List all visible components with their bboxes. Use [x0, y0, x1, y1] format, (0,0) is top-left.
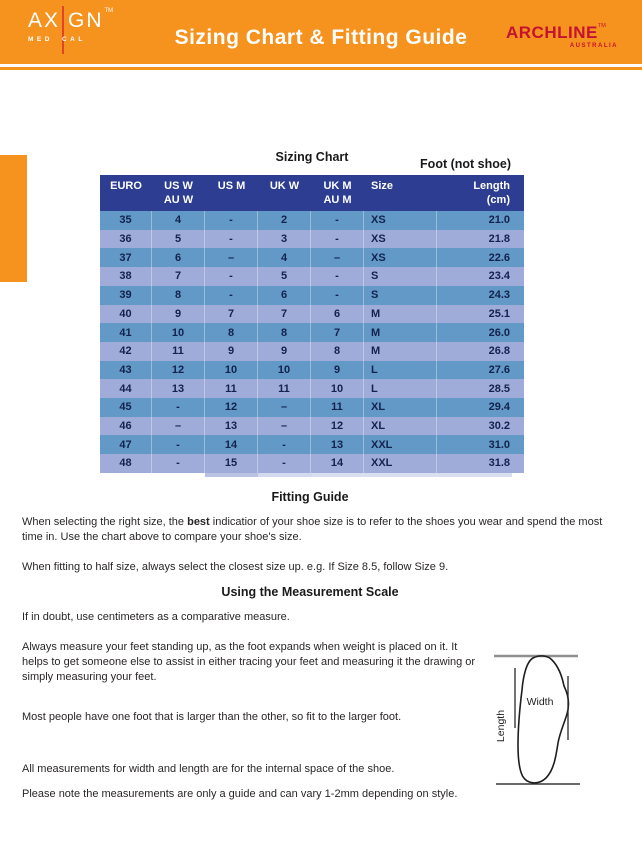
table-cell: 6 [152, 248, 205, 267]
table-cell: 11 [205, 379, 258, 398]
table-cell: 27.6 [488, 363, 510, 376]
table-cell: XXL [364, 435, 437, 454]
table-cell: 12 [205, 398, 258, 417]
column-header: Size [371, 180, 394, 192]
sizing-table-header [100, 175, 524, 211]
trademark-symbol: TM [104, 8, 114, 14]
table-cell: - [205, 286, 258, 305]
table-cell: 10 [311, 379, 364, 398]
table-cell: 22.6 [488, 251, 510, 264]
table-cell: XS [364, 248, 437, 267]
axign-word-right: GN [68, 9, 104, 32]
table-cell: S [364, 286, 437, 305]
table-cell: - [205, 267, 258, 286]
table-cell: 25.1 [488, 307, 510, 320]
table-cell: 39 [100, 286, 152, 305]
table-cell: - [311, 286, 364, 305]
fitting-guide-heading: Fitting Guide [271, 490, 349, 504]
measurement-paragraph: If in doubt, use centimeters as a comparative measure. [22, 611, 290, 623]
table-cell: - [258, 435, 311, 454]
table-cell: 31.8 [488, 457, 510, 470]
table-cell: – [205, 248, 258, 267]
table-cell: XS [364, 211, 437, 230]
table-cell: 7 [311, 323, 364, 342]
table-row [100, 230, 524, 249]
table-cell: 30.2 [488, 420, 510, 433]
table-cell: 28.5 [488, 382, 510, 395]
table-cell: - [152, 398, 205, 417]
table-row [100, 305, 524, 324]
table-cell: 40 [100, 305, 152, 324]
column-header: US W AU W [163, 180, 194, 206]
table-cell: S [364, 267, 437, 286]
table-row [100, 379, 524, 398]
sizing-table-body [100, 211, 524, 473]
table-row [100, 342, 524, 361]
table-cell: - [258, 454, 311, 473]
table-cell: 9 [205, 342, 258, 361]
table-row [100, 211, 524, 230]
table-cell: 42 [100, 342, 152, 361]
medical-left: MED [28, 36, 53, 43]
foot-diagram [488, 646, 640, 794]
table-row [100, 267, 524, 286]
page-title: Sizing Chart & Fitting Guide [174, 26, 468, 49]
table-cell: 31.0 [488, 438, 510, 451]
table-cell: M [364, 342, 437, 361]
column-header: EURO [110, 180, 142, 192]
table-cell: XL [364, 417, 437, 436]
table-cell: 4 [152, 211, 205, 230]
table-cell: - [311, 230, 364, 249]
column-header: UK M AU M [323, 180, 352, 206]
table-edge-artifact [258, 473, 312, 477]
sizing-table [100, 175, 524, 473]
table-cell: 5 [258, 267, 311, 286]
table-row [100, 454, 524, 473]
table-cell: L [364, 361, 437, 380]
archline-logo [506, 24, 626, 49]
foot-not-shoe-note: Foot (not shoe) [420, 157, 511, 171]
axign-word-left: AX [28, 9, 61, 32]
table-cell: - [311, 267, 364, 286]
table-cell: 48 [100, 454, 152, 473]
table-cell: 8 [152, 286, 205, 305]
table-cell: 47 [100, 435, 152, 454]
table-row [100, 286, 524, 305]
table-cell: 8 [205, 323, 258, 342]
table-cell: 26.0 [488, 326, 510, 339]
table-cell: XXL [364, 454, 437, 473]
axign-wordmark [28, 9, 128, 33]
fitting-guide-paragraph: When fitting to half size, always select the closest size up. e.g. If Size 8.5, follow Size 9. [22, 561, 449, 573]
table-cell: – [258, 398, 311, 417]
table-row [100, 248, 524, 267]
width-label: Width [526, 696, 554, 708]
table-cell: 36 [100, 230, 152, 249]
table-cell: 13 [205, 417, 258, 436]
table-cell: L [364, 379, 437, 398]
table-cell: 9 [311, 361, 364, 380]
table-cell: 23.4 [488, 270, 510, 283]
table-cell: XS [364, 230, 437, 249]
table-cell: – [258, 417, 311, 436]
column-header: Length (cm) [473, 180, 510, 206]
table-cell: – [311, 248, 364, 267]
table-cell: 13 [311, 435, 364, 454]
measurement-paragraph: Most people have one foot that is larger than the other, so fit to the larger foot. [22, 711, 402, 723]
table-cell: 21.8 [488, 233, 510, 246]
table-row [100, 398, 524, 417]
table-cell: - [205, 211, 258, 230]
measurement-paragraph: Always measure your feet standing up, as the foot expands when weight is placed on it. It helps to get someone else to assist in either tracing your feet and measuring it the drawing or simply measuring your feet. [22, 641, 476, 683]
axign-medical-logo [28, 9, 128, 59]
table-cell: 45 [100, 398, 152, 417]
table-cell: 11 [311, 398, 364, 417]
table-cell: 46 [100, 417, 152, 436]
table-cell: 24.3 [488, 289, 510, 302]
table-cell: 14 [311, 454, 364, 473]
measurement-paragraph: Please note the measurements are only a guide and can vary 1-2mm depending on style. [22, 788, 458, 800]
fitting-guide-paragraph: When selecting the right size, the best indicatior of your shoe size is to refer to the shoes you wear and spend the most time in. Use the chart above to compare your shoe's size. [22, 516, 603, 543]
table-cell: 6 [311, 305, 364, 324]
table-cell: 10 [258, 361, 311, 380]
table-cell: 15 [205, 454, 258, 473]
medical-right: CAL [61, 36, 86, 43]
table-row [100, 323, 524, 342]
table-cell: 5 [152, 230, 205, 249]
table-cell: 43 [100, 361, 152, 380]
table-cell: 9 [152, 305, 205, 324]
table-cell: 35 [100, 211, 152, 230]
table-cell: 29.4 [488, 401, 510, 414]
table-cell: XL [364, 398, 437, 417]
header-divider [0, 67, 642, 70]
table-cell: M [364, 305, 437, 324]
table-cell: M [364, 323, 437, 342]
table-cell: 26.8 [488, 345, 510, 358]
table-cell: 7 [258, 305, 311, 324]
table-cell: - [311, 211, 364, 230]
table-cell: 2 [258, 211, 311, 230]
table-cell: 7 [152, 267, 205, 286]
foot-outline [518, 656, 568, 783]
table-cell: 13 [152, 379, 205, 398]
table-row [100, 435, 524, 454]
table-cell: 44 [100, 379, 152, 398]
table-cell: 3 [258, 230, 311, 249]
side-tab-label: Sizing CHart & Fitting Guide [0, 335, 26, 412]
column-header: UK W [269, 180, 300, 192]
table-cell: – [152, 417, 205, 436]
table-cell: 37 [100, 248, 152, 267]
table-cell: 8 [311, 342, 364, 361]
table-cell: 4 [258, 248, 311, 267]
table-cell: 41 [100, 323, 152, 342]
side-tab [0, 155, 27, 412]
table-cell: 9 [258, 342, 311, 361]
column-header: US M [217, 180, 246, 192]
table-cell: 11 [258, 379, 311, 398]
table-row [100, 417, 524, 436]
table-cell: - [152, 435, 205, 454]
measurement-paragraph: All measurements for width and length are for the internal space of the shoe. [22, 763, 395, 775]
archline-wordmark: ARCHLINE [506, 23, 598, 42]
archline-subtext: AUSTRALIA [569, 43, 618, 49]
axign-medical-text [28, 36, 128, 43]
trademark-symbol: TM [597, 23, 606, 29]
table-cell: 12 [152, 361, 205, 380]
table-cell: 10 [205, 361, 258, 380]
table-cell: 7 [205, 305, 258, 324]
table-row [100, 361, 524, 380]
table-cell: 14 [205, 435, 258, 454]
table-cell: - [152, 454, 205, 473]
table-cell: 11 [152, 342, 205, 361]
table-edge-artifact [312, 473, 512, 477]
measurement-scale-heading: Using the Measurement Scale [221, 585, 399, 599]
table-cell: 6 [258, 286, 311, 305]
table-cell: 8 [258, 323, 311, 342]
length-label: Length [495, 709, 507, 743]
table-cell: 10 [152, 323, 205, 342]
axign-accent-line [62, 6, 64, 54]
sizing-chart-title: Sizing Chart [275, 150, 349, 164]
table-cell: 12 [311, 417, 364, 436]
table-cell: 38 [100, 267, 152, 286]
table-cell: - [205, 230, 258, 249]
table-cell: 21.0 [488, 214, 510, 227]
table-edge-artifact [205, 473, 258, 477]
